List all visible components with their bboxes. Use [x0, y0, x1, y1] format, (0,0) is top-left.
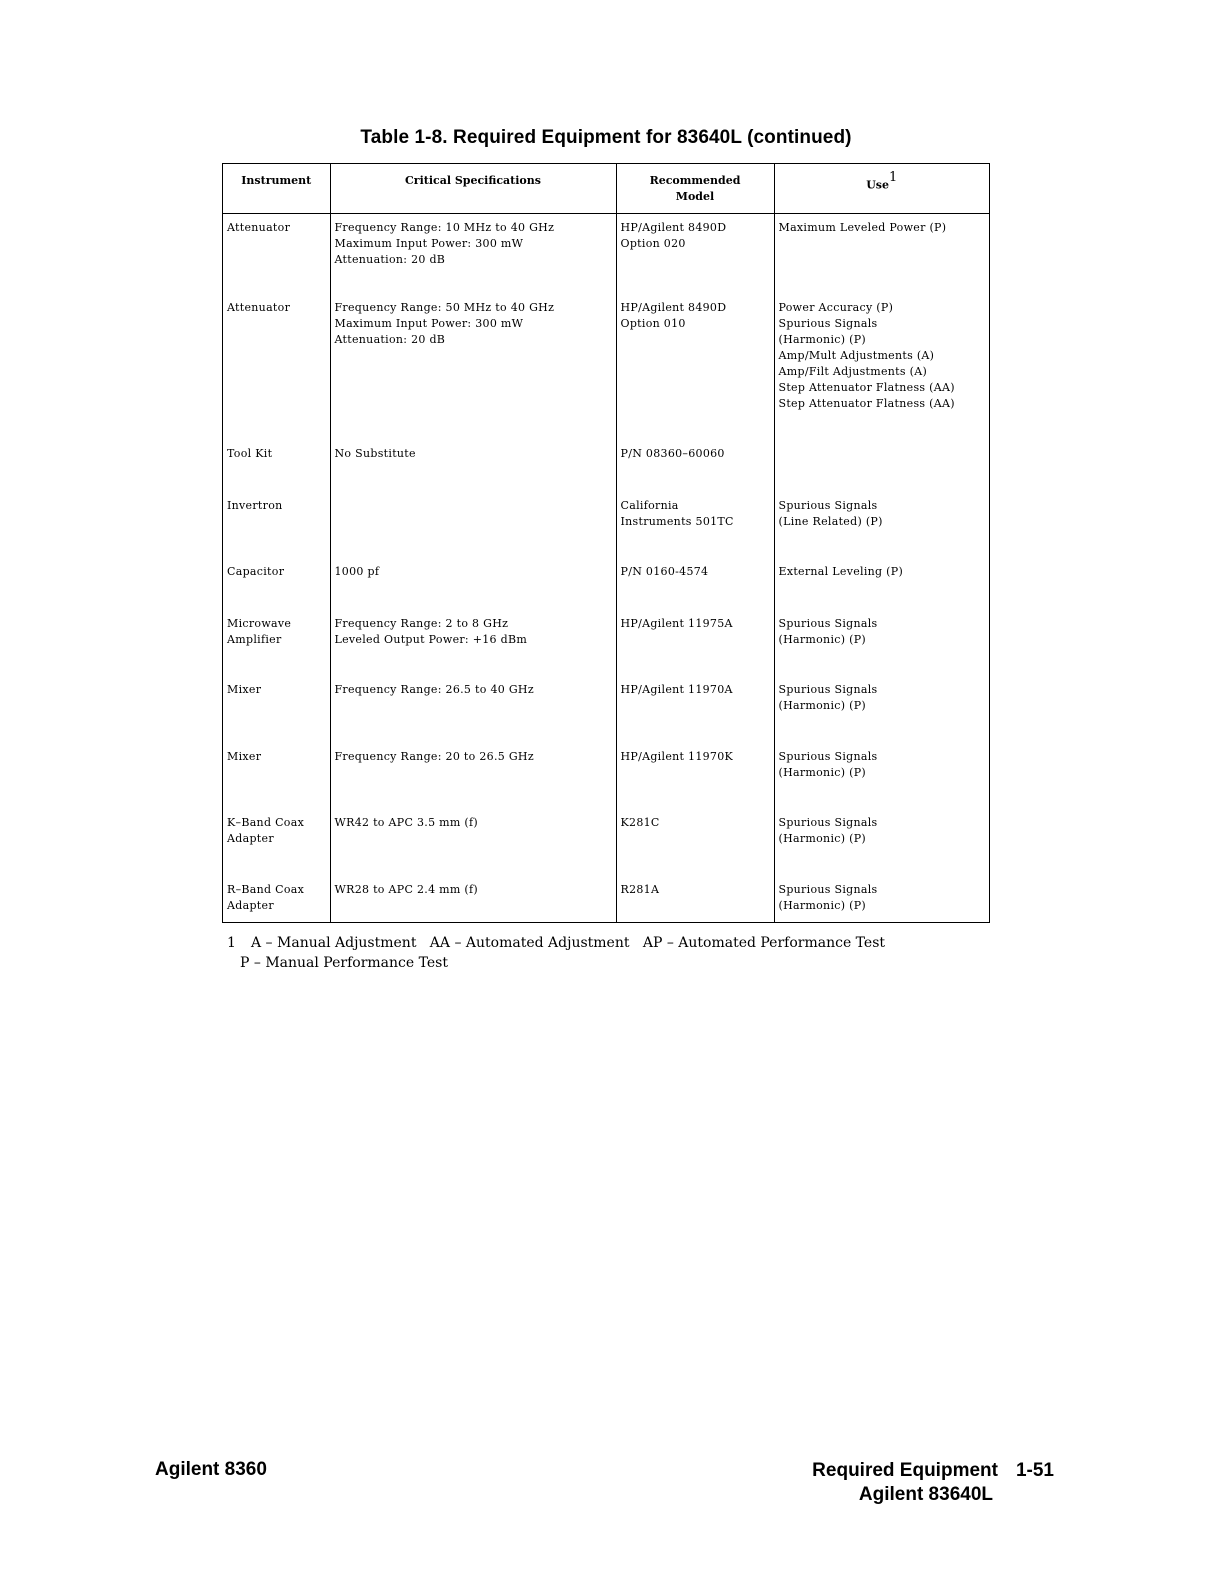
table-row — [223, 442, 989, 494]
model-cell: R281A — [616, 878, 774, 922]
model-cell: P/N 0160-4574 — [616, 560, 774, 612]
table-row — [223, 296, 989, 442]
page-number: 1-51 — [1015, 1460, 1054, 1481]
model-cell: HP/Agilent 11970A — [616, 678, 774, 745]
use-cell: Spurious Signals (Line Related) (P) — [774, 494, 989, 560]
header-use-footnote-ref: 1 — [889, 170, 898, 185]
table-row — [223, 560, 989, 612]
footnote-number: 1 — [227, 935, 236, 951]
specs-cell — [330, 494, 616, 560]
footer-section-line — [812, 1459, 1054, 1483]
model-cell: K281C — [616, 811, 774, 878]
use-cell — [774, 442, 989, 494]
use-cell: Spurious Signals (Harmonic) (P) — [774, 878, 989, 922]
table-row — [223, 214, 989, 296]
footer-product-name: Agilent 8360 — [155, 1459, 267, 1480]
instrument-cell: Tool Kit — [227, 446, 273, 460]
use-cell: Power Accuracy (P) Spurious Signals (Harmonic) (P) Amp/Mult Adjustments (A) Amp/Filt Adjustments (A) Step Attenuator Flatness (AA) Step Attenuator Flatness (AA) — [774, 296, 989, 442]
use-cell: Spurious Signals (Harmonic) (P) — [774, 811, 989, 878]
model-cell: HP/Agilent 11970K — [616, 745, 774, 811]
table-row — [223, 745, 989, 811]
use-cell: Spurious Signals (Harmonic) (P) — [774, 612, 989, 678]
use-cell: Spurious Signals (Harmonic) (P) — [774, 745, 989, 811]
equipment-table-frame — [222, 163, 990, 923]
equipment-table — [223, 164, 989, 922]
instrument-cell: Mixer — [227, 749, 262, 763]
use-cell: External Leveling (P) — [774, 560, 989, 612]
instrument-cell: Attenuator — [227, 300, 291, 314]
specs-cell: WR42 to APC 3.5 mm (f) — [330, 811, 616, 878]
header-critical-specifications: Critical Specifications — [330, 164, 616, 214]
specs-cell: Frequency Range: 10 MHz to 40 GHz Maximum Input Power: 300 mW Attenuation: 20 dB — [330, 214, 616, 296]
model-cell: HP/Agilent 11975A — [616, 612, 774, 678]
model-cell: California Instruments 501TC — [616, 494, 774, 560]
model-cell: HP/Agilent 8490D Option 010 — [616, 296, 774, 442]
specs-cell: Frequency Range: 20 to 26.5 GHz — [330, 745, 616, 811]
specs-cell: Frequency Range: 50 MHz to 40 GHz Maximum Input Power: 300 mW Attenuation: 20 dB — [330, 296, 616, 442]
footer-right-block — [812, 1459, 1054, 1507]
instrument-cell: Attenuator — [227, 221, 291, 234]
specs-cell: WR28 to APC 2.4 mm (f) — [330, 878, 616, 922]
table-header-row — [223, 164, 989, 214]
instrument-cell: Microwave Amplifier — [227, 616, 292, 646]
specs-cell: 1000 pf — [330, 560, 616, 612]
table-footnote — [227, 933, 885, 973]
instrument-cell: Mixer — [227, 682, 262, 696]
model-cell: HP/Agilent 8490D Option 020 — [616, 214, 774, 296]
footer-section-title: Required Equipment — [812, 1460, 998, 1481]
header-recommended-model: Recommended Model — [616, 164, 774, 214]
instrument-cell: R–Band Coax Adapter — [227, 882, 305, 912]
model-cell: P/N 08360–60060 — [616, 442, 774, 494]
header-use — [774, 164, 989, 214]
header-use-label: Use — [866, 178, 889, 192]
footer-model: Agilent 83640L — [858, 1484, 993, 1505]
table-row — [223, 494, 989, 560]
footnote-line-2: P – Manual Performance Test — [240, 955, 448, 971]
header-instrument: Instrument — [223, 164, 330, 214]
table-row — [223, 811, 989, 878]
specs-cell: Frequency Range: 26.5 to 40 GHz — [330, 678, 616, 745]
table-title: Table 1-8. Required Equipment for 83640L (continued) — [360, 127, 852, 148]
instrument-cell: K–Band Coax Adapter — [227, 815, 305, 845]
footnote-line-1 — [227, 933, 885, 953]
use-cell: Spurious Signals (Harmonic) (P) — [774, 678, 989, 745]
use-cell: Maximum Leveled Power (P) — [774, 214, 989, 296]
table-row — [223, 612, 989, 678]
footnote-legend-text: A – Manual Adjustment AA – Automated Adjustment AP – Automated Performance Test — [251, 935, 886, 951]
specs-cell: Frequency Range: 2 to 8 GHz Leveled Output Power: +16 dBm — [330, 612, 616, 678]
instrument-cell: Capacitor — [227, 564, 285, 578]
specs-cell: No Substitute — [330, 442, 616, 494]
instrument-cell: Invertron — [227, 498, 283, 512]
table-row — [223, 678, 989, 745]
table-row — [223, 878, 989, 922]
